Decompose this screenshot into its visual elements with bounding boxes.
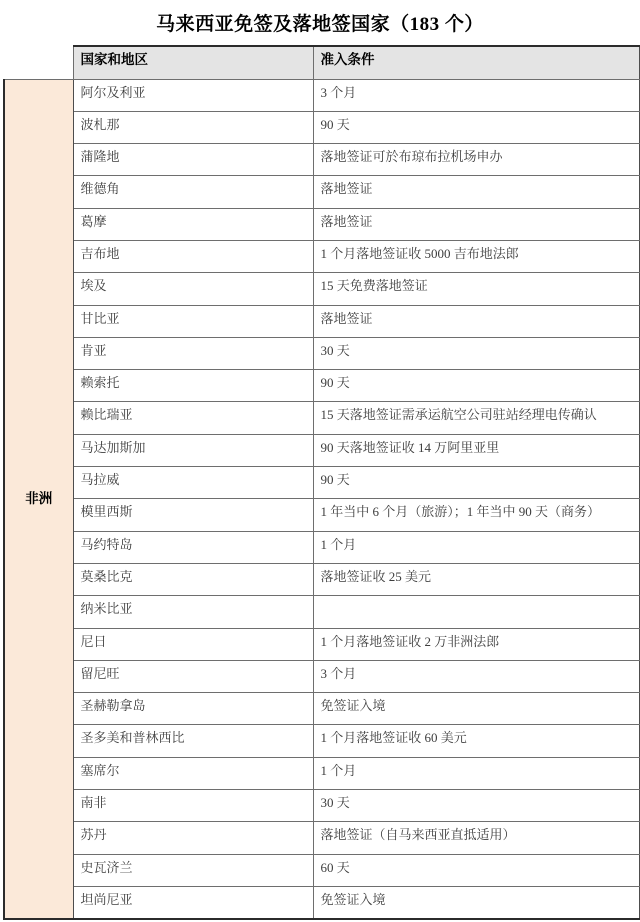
- table-row: [4, 208, 639, 240]
- table-row: [4, 822, 639, 854]
- table-row: [4, 273, 639, 305]
- table-row: [4, 111, 639, 143]
- country-cell: 阿尔及利亚: [73, 79, 313, 111]
- country-cell: 蒲隆地: [73, 144, 313, 176]
- country-cell: 赖索托: [73, 370, 313, 402]
- condition-cell: 落地签证（自马来西亚直抵适用）: [313, 822, 639, 854]
- country-cell: 马拉威: [73, 467, 313, 499]
- column-header-country: 国家和地区: [73, 46, 313, 79]
- table-row: [4, 531, 639, 563]
- header-row: [4, 46, 639, 79]
- country-cell: 史瓦济兰: [73, 854, 313, 886]
- table-row: [4, 370, 639, 402]
- condition-cell: 免签证入境: [313, 693, 639, 725]
- condition-cell: 落地签证可於布琼布拉机场申办: [313, 144, 639, 176]
- country-cell: 马约特岛: [73, 531, 313, 563]
- region-label: 非洲: [4, 79, 73, 919]
- country-cell: 吉布地: [73, 240, 313, 272]
- country-cell: 纳米比亚: [73, 596, 313, 628]
- table-row: [4, 725, 639, 757]
- table-header: [4, 46, 639, 79]
- country-cell: 肯亚: [73, 337, 313, 369]
- condition-cell: 1 年当中 6 个月（旅游）；1 年当中 90 天（商务）: [313, 499, 639, 531]
- table-row: [4, 693, 639, 725]
- country-cell: 塞席尔: [73, 757, 313, 789]
- condition-cell: 60 天: [313, 854, 639, 886]
- country-cell: 尼日: [73, 628, 313, 660]
- country-cell: 赖比瑞亚: [73, 402, 313, 434]
- condition-cell: 15 天落地签证需承运航空公司驻站经理电传确认: [313, 402, 639, 434]
- column-header-condition: 准入条件: [313, 46, 639, 79]
- country-cell: 苏丹: [73, 822, 313, 854]
- table-row: [4, 402, 639, 434]
- table-row: [4, 854, 639, 886]
- table-row: [4, 176, 639, 208]
- table-row: [4, 628, 639, 660]
- condition-cell: 1 个月落地签证收 60 美元: [313, 725, 639, 757]
- corner-spacer: [4, 46, 73, 79]
- table-row: [4, 563, 639, 595]
- page-title: 马来西亚免签及落地签国家（183 个）: [156, 14, 484, 35]
- condition-cell: 3 个月: [313, 79, 639, 111]
- country-cell: 维德角: [73, 176, 313, 208]
- condition-cell: 90 天: [313, 111, 639, 143]
- country-cell: 波札那: [73, 111, 313, 143]
- country-cell: 留尼旺: [73, 660, 313, 692]
- condition-cell: 落地签证收 25 美元: [313, 563, 639, 595]
- country-cell: 圣多美和普林西比: [73, 725, 313, 757]
- table-row: [4, 790, 639, 822]
- condition-cell: 落地签证: [313, 208, 639, 240]
- condition-cell: [313, 596, 639, 628]
- condition-cell: 90 天: [313, 370, 639, 402]
- table-row: [4, 305, 639, 337]
- table-row: [4, 467, 639, 499]
- table-row: [4, 434, 639, 466]
- table-row: [4, 596, 639, 628]
- condition-cell: 落地签证: [313, 176, 639, 208]
- country-cell: 南非: [73, 790, 313, 822]
- condition-cell: 1 个月落地签证收 5000 吉布地法郎: [313, 240, 639, 272]
- table-row: [4, 886, 639, 919]
- table-row: [4, 144, 639, 176]
- condition-cell: 90 天落地签证收 14 万阿里亚里: [313, 434, 639, 466]
- table-row: [4, 757, 639, 789]
- visa-table-container: [3, 45, 638, 920]
- table-row: [4, 499, 639, 531]
- country-cell: 埃及: [73, 273, 313, 305]
- condition-cell: 15 天免费落地签证: [313, 273, 639, 305]
- condition-cell: 1 个月落地签证收 2 万非洲法郎: [313, 628, 639, 660]
- country-cell: 葛摩: [73, 208, 313, 240]
- country-cell: 模里西斯: [73, 499, 313, 531]
- table-row: [4, 240, 639, 272]
- condition-cell: 3 个月: [313, 660, 639, 692]
- country-cell: 坦尚尼亚: [73, 886, 313, 919]
- country-cell: 莫桑比克: [73, 563, 313, 595]
- table-row: [4, 337, 639, 369]
- table-body: [4, 79, 639, 919]
- table-row: [4, 79, 639, 111]
- condition-cell: 30 天: [313, 337, 639, 369]
- condition-cell: 1 个月: [313, 757, 639, 789]
- condition-cell: 落地签证: [313, 305, 639, 337]
- condition-cell: 30 天: [313, 790, 639, 822]
- visa-table: [3, 45, 640, 920]
- table-row: [4, 660, 639, 692]
- country-cell: 马达加斯加: [73, 434, 313, 466]
- condition-cell: 免签证入境: [313, 886, 639, 919]
- condition-cell: 90 天: [313, 467, 639, 499]
- country-cell: 圣赫勒拿岛: [73, 693, 313, 725]
- country-cell: 甘比亚: [73, 305, 313, 337]
- condition-cell: 1 个月: [313, 531, 639, 563]
